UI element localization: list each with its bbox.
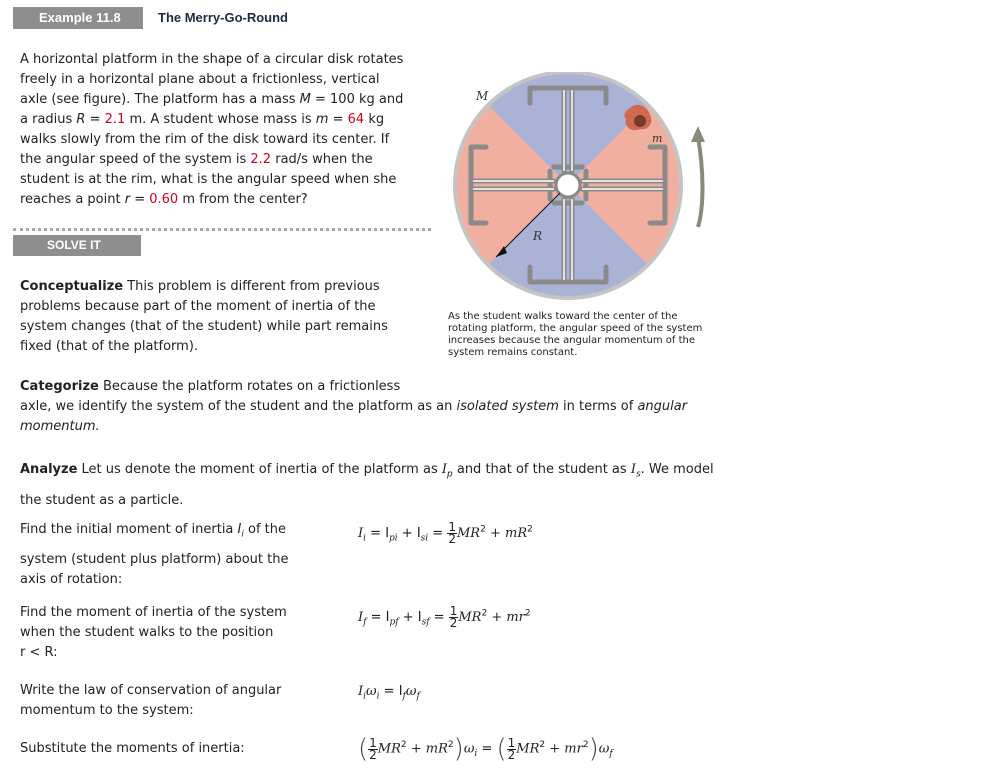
step-line: Find the moment of inertia of the system: [20, 605, 287, 620]
mass-platform-label: M: [476, 89, 489, 103]
step-line: momentum to the system:: [20, 703, 194, 718]
analyze-section: [20, 457, 740, 513]
figure-caption: [448, 311, 718, 359]
problem-line: reaches a point r = 0.60 m from the center?: [20, 192, 308, 207]
example-title: The Merry-Go-Round: [158, 10, 288, 25]
caption-line: increases because the angular momentum of the: [448, 335, 695, 346]
open-paren: (: [358, 734, 369, 764]
step-line: axis of rotation:: [20, 571, 123, 587]
merry-go-round-figure: [448, 72, 718, 302]
categorize-line: momentum.: [20, 419, 100, 434]
problem-line: the angular speed of the system is 2.2 rad/s when the: [20, 152, 373, 167]
student-head: [634, 115, 646, 127]
step-line: Write the law of conservation of angular: [20, 683, 282, 698]
conceptualize-line: problems because part of the moment of inertia of the: [20, 299, 376, 314]
problem-line: student is at the rim, what is the angular speed when she: [20, 172, 397, 187]
categorize-line: Categorize Because the platform rotates on a frictionless: [20, 379, 401, 394]
conceptualize-line: fixed (that of the platform).: [20, 339, 199, 354]
step-line: system (student plus platform) about the: [20, 551, 289, 567]
equation-conservation: $I_i\omega_i = I_f\omega_f$: [358, 684, 420, 702]
fraction-half: $\frac{1}{2}$: [369, 735, 377, 762]
step-line: when the student walks to the position: [20, 625, 274, 640]
caption-line: rotating platform, the angular speed of the system: [448, 323, 703, 334]
step-line: Substitute the moments of inertia:: [20, 741, 245, 756]
close-paren: ): [588, 734, 599, 764]
caption-line: system remains constant.: [448, 347, 578, 358]
problem-line: walks slowly from the rim of the disk toward its center. If: [20, 132, 390, 147]
example-number-tag: Example 11.8: [13, 7, 143, 29]
step-conservation: [20, 681, 320, 721]
problem-line: axle (see figure). The platform has a mass M = 100 kg and: [20, 92, 404, 107]
close-paren: ): [453, 734, 464, 764]
solve-it-tag: SOLVE IT: [13, 235, 141, 256]
step-line: Find the initial moment of inertia $I_i$ of the: [20, 522, 287, 540]
analyze-line: Analyze Let us denote the moment of inertia of the platform as $I_p$ and that of the student as $I_s$. We model: [20, 462, 714, 480]
rotation-arrowhead: [691, 126, 705, 142]
section-divider: [13, 228, 431, 231]
step-line: r < R:: [20, 645, 58, 660]
problem-line: freely in a horizontal plane about a frictionless, vertical: [20, 72, 380, 87]
open-paren: (: [496, 734, 507, 764]
step-final-inertia: [20, 603, 320, 663]
equation-final-inertia: $I_f = I_{pf} + I_{sf}$ = $\frac{1}{2}$ $MR^2 + mr^2$: [358, 604, 531, 630]
rotation-arrow: [698, 137, 703, 227]
fraction-half: $\frac{1}{2}$: [449, 604, 458, 630]
caption-line: As the student walks toward the center of the: [448, 311, 678, 322]
mass-student-label: m: [652, 132, 663, 145]
conceptualize-line: Conceptualize This problem is different from previous: [20, 279, 380, 294]
fraction-half: $\frac{1}{2}$: [507, 735, 516, 762]
problem-line: A horizontal platform in the shape of a circular disk rotates: [20, 52, 404, 67]
categorize-section: [20, 377, 740, 437]
step-substitute: [20, 739, 320, 759]
fraction-half: $\frac{1}{2}$: [448, 520, 456, 546]
categorize-line: axle, we identify the system of the student and the platform as an isolated system in terms of angular: [20, 399, 688, 414]
conceptualize-section: [20, 277, 440, 357]
problem-line: a radius R = 2.1 m. A student whose mass is m = 64 kg: [20, 112, 385, 127]
analyze-line: the student as a particle.: [20, 492, 184, 508]
equation-initial-inertia: $I_i = I_{pi} + I_{si}$ = $\frac{1}{2}$ $MR^2 + mR^2$: [358, 520, 533, 546]
problem-statement: [20, 50, 440, 210]
equation-substituted: ( $\frac{1}{2}$ $MR^2 + mR^2)\omega_i$ = ( $\frac{1}{2}$ $MR^2 + mr^2)\omega_f$: [358, 734, 613, 764]
radius-label: R: [533, 229, 543, 243]
step-initial-inertia: [20, 520, 320, 590]
conceptualize-line: system changes (that of the student) while part remains: [20, 319, 388, 334]
